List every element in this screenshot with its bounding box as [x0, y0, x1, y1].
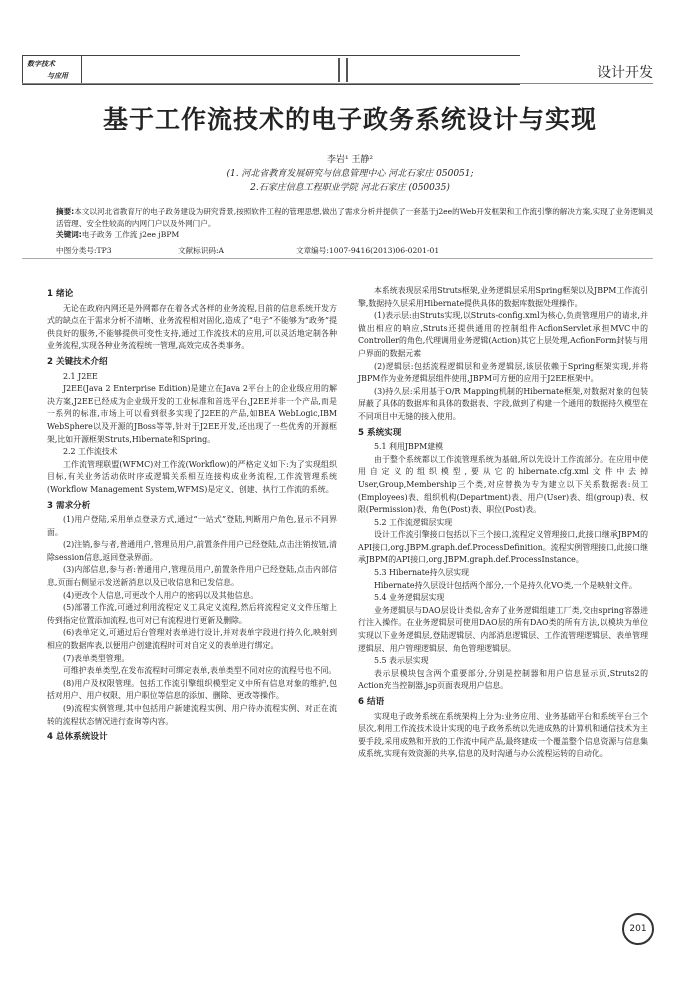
paragraph: (3)内部信息,参与者:普通用户,管理员用户,前置条件用户已经登陆,点击内部信息,页面右侧显示发送新消息以及已收信息和已发信息。: [47, 565, 337, 588]
section-heading: 4 总体系统设计: [47, 732, 108, 743]
subsection-heading: 5.1 利用JBPM建模: [374, 442, 443, 452]
article-title: 基于工作流技术的电子政务系统设计与实现: [102, 105, 597, 134]
abstract: [56, 206, 654, 241]
paragraph: (8)用户及权限管理。包括工作流引擎组织模型定义中所有信息对象的维护,包括对用户、用户权限、用户职位等信息的添加、删除、更改等操作。: [47, 678, 337, 701]
paragraph: 设计工作流引擎接口包括以下三个接口,流程定义管理接口,此接口继承JBPM的API接口,org.JBPM.graph.def.ProcessDefinition。流程实例管理接口,此接口继承JBPM的API接口,org.JBPM.graph.def.ProcessInstance。: [358, 530, 648, 565]
journal-name-line1: 数字技术: [27, 59, 55, 68]
paragraph: Hibernate持久层设计包括两个部分,一个是持久化VO类,一个是映射文件。: [374, 580, 637, 590]
left-column: [47, 285, 337, 746]
paragraph: 工作流管理联盟(WFMC)对工作流(Workflow)的严格定义如下:为了实现组织目标,有关业务活动依时序或逻辑关系相互连接构成业务流程,工作流管理系统(Workflow Management System,WFMS)是定义、创建、执行工作流的系统。: [47, 459, 337, 494]
paragraph: (7)表单类型管理。: [63, 653, 130, 663]
doc-code: 文献标识码:A: [178, 246, 225, 255]
page-number: 201: [622, 913, 654, 945]
keywords: 电子政务 工作流 j2ee jBPM: [81, 230, 180, 239]
paragraph: (2)注销,参与者,普通用户,管理员用户,前置条件用户已经登陆,点击注销按钮,清除session信息,返回登录界面。: [47, 540, 337, 562]
subsection-heading: 2.2 工作流技术: [63, 447, 118, 457]
paragraph: 本系统表现层采用Struts框架,业务逻辑层采用Spring框架以及JBPM工作流引擎,数据持久层采用Hibernate提供具体的数据库数据处理操作。: [358, 286, 648, 308]
paragraph: (9)流程实例管理,其中包括用户新建流程实例、用户待办流程实例、对正在流转的流程状态情况进行查询等内容。: [47, 704, 337, 726]
subsection-heading: 5.5 表示层实现: [374, 656, 429, 666]
abstract-label: 摘要:: [56, 207, 75, 216]
clc-number: 中图分类号:TP3: [56, 246, 112, 255]
subsection-heading: 5.3 Hibernate持久层实现: [374, 568, 470, 578]
paragraph: (2)逻辑层:包括流程逻辑层和业务逻辑层,该层依赖于Spring框架实现,并将JBPM作为业务逻辑层组件使用,JBPM可方便的应用于J2EE框架中。: [358, 361, 648, 384]
section-heading: 3 需求分析: [47, 500, 91, 511]
header-rule: [22, 83, 653, 84]
section-tag: 设计开发: [597, 65, 653, 81]
paragraph: (3)持久层:采用基于O/R Mapping机制的Hibernate框架,对数据对象的包装屏蔽了具体的数据库和具体的数据表、字段,做到了构建一个通用的数据持久模型在不同项目中无缝的接入使用。: [358, 386, 648, 421]
paragraph: J2EE(Java 2 Enterprise Edition)是建立在Java 2平台上的企业级应用的解决方案,J2EE已经成为企业级开发的工业标准和首选平台,J2EE并非一个产品,而是一系列的标准,市场上可以看到很多实现了J2EE的产品,如BEA WebLogic,IBM WebSphere以及开源的JBoss等等,针对于J2EE开发,还出现了一些优秀的开源框架,比如开源框架Struts,Hibernate和Spring。: [47, 384, 337, 444]
paragraph: 表示层模块包含两个重要部分,分别是控制器和用户信息显示页,Struts2的Action充当控制器,jsp页面表现用户信息。: [358, 668, 648, 691]
divider: [22, 258, 653, 259]
subsection-heading: 2.1 J2EE: [63, 371, 98, 381]
header-divider: [346, 58, 348, 82]
section-heading: 5 系统实现: [358, 427, 402, 438]
paragraph: (5)部署工作流,可通过利用流程定义工具定义流程,然后将流程定义文件压缩上传到指定位置添加流程,也可对已有流程进行更新及删除。: [47, 603, 337, 625]
paragraph: 实现电子政务系统在系统架构上分为:业务应用、业务基础平台和系统平台三个层次,利用工作流技术设计实现的电子政务系统以先进成熟的计算机和通信技术为主要手段,采用成熟和开放的工作流中间产品,最终建成一个覆盖整个信息资源与信息集成系统,实现有效资源的共享,信息的及时沟通与办公流程运转的自动化。: [358, 711, 648, 759]
abstract-text: 本文以河北省教育厅的电子政务建设为研究背景,按照软件工程的管理思想,做出了需求分析并提供了一套基于j2ee的Web开发框架和工作流引擎的解决方案,实现了业务逻辑灵活管理、安全性较高的内网门户以及外网门户。: [56, 207, 654, 228]
section-heading: 6 结语: [358, 697, 385, 707]
section-heading: 1 绪论: [47, 289, 74, 299]
section-heading: 2 关键技术介绍: [47, 356, 108, 367]
paragraph: (6)表单定义,可通过后台管理对表单进行设计,并对表单字段进行持久化,映射到相应的数据库表,以便用户创建流程时可对自定义的表单进行绑定。: [47, 628, 337, 651]
paragraph: 业务逻辑层与DAO层设计类似,舍弃了业务逻辑组建工厂类,交由spring容器进行注入操作。在业务逻辑层可使用DAO层的所有DAO类的所有方法,以模块为单位实现以下业务逻辑层,登陆逻辑层、内部消息逻辑层、工作流管理逻辑层、表单管理逻辑层、用户管理逻辑层、角色管理逻辑层。: [358, 605, 648, 653]
paragraph: (1)表示层:由Struts实现,以Struts-config.xml为核心,负责管理用户的请求,并做出相应的响应,Struts还提供通用的控制组件AcfionServlet承担MVC中的Controller的角色,代理调用业务逻辑(Action)其它上层处理,AcfionForm封装与用户界面的数据元素: [358, 311, 648, 358]
keywords-label: 关键词:: [56, 230, 82, 239]
paragraph: (4)更改个人信息,可更改个人用户的密码以及其他信息。: [63, 590, 259, 600]
journal-name-line2: 与应用: [47, 71, 68, 80]
header-bar: [80, 55, 520, 85]
paragraph: 可维护表单类型,在发布流程时可绑定表单,表单类型不同对应的流程号也不同。: [63, 666, 337, 676]
journal-logo-box: [22, 55, 82, 85]
paragraph: 由于整个系统都以工作流管理系统为基础,所以先设计工作流部分。在应用中使用自定义的组织模型,要从它的hibernate.cfg.xml文件中去掉User,Group,Membership三个类,对应替换为专为建立以下关系数据表:员工(Employees)表、组织机构(Department)表、用户(User)表、组(group)表、权限(Permission)表、角色(Post)表、职位(Post)表。: [358, 454, 648, 515]
paragraph: (1)用户登陆,采用单点登录方式,通过“一站式”登陆,判断用户角色,显示不同界面。: [47, 515, 337, 537]
header-divider: [338, 58, 340, 82]
affiliation-2: 2.石家庄信息工程职业学院 河北石家庄 (050035): [250, 183, 450, 193]
subsection-heading: 5.2 工作流逻辑层实现: [374, 517, 453, 527]
article-number: 文章编号:1007-9416(2013)06-0201-01: [296, 246, 440, 255]
paragraph: 无论在政府内网还是外网都存在着各式各样的业务流程,目前的信息系统开发方式的缺点在于需求分析不清晰、业务流程相对固化,造成了“电子”不能够为“政务”提供良好的服务,不能够提供可变性支持,通过工作流技术的应用,可以灵活地定制各种业务流程,实现各种业务流程统一管理,高效完成各类事务。: [47, 303, 337, 351]
authors: 李岩¹ 王静²: [326, 155, 374, 165]
affiliation-1: (1. 河北省教育发展研究与信息管理中心 河北石家庄 050051;: [226, 169, 474, 179]
subsection-heading: 5.4 业务逻辑层实现: [374, 593, 445, 603]
right-column: [358, 285, 648, 761]
